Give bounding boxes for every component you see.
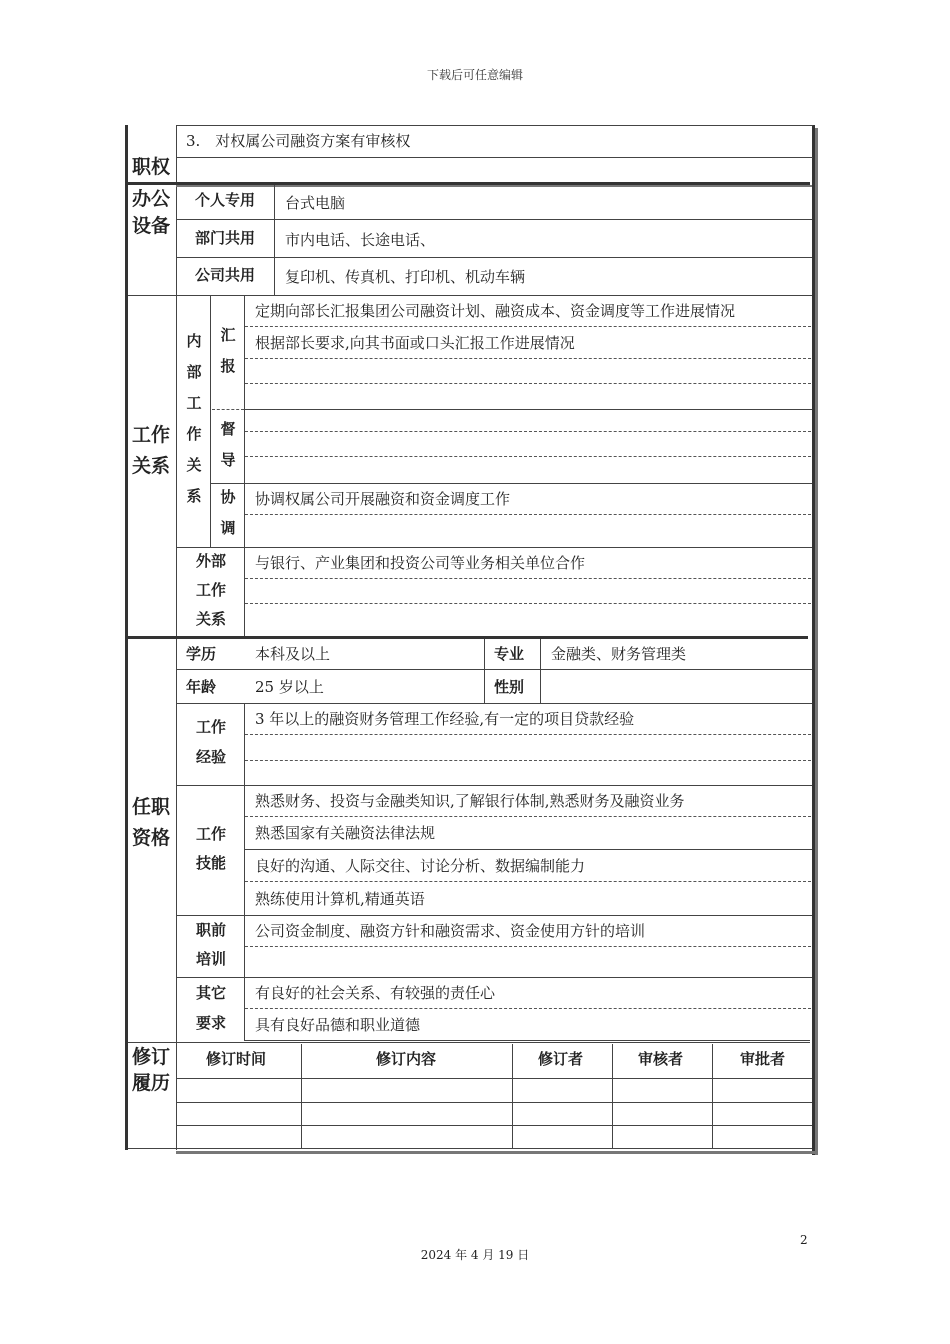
col-approver: 审批者 <box>740 1050 786 1068</box>
label-age: 年龄 <box>186 678 217 696</box>
row-divider <box>176 157 813 158</box>
row-divider <box>176 785 812 786</box>
label-external-2: 工作 <box>195 581 226 599</box>
label-other-2: 要求 <box>195 1014 226 1032</box>
internal-col-divider <box>210 295 211 547</box>
row-divider <box>176 915 812 916</box>
content-col-divider <box>244 703 245 1040</box>
equip-col-divider <box>274 185 275 296</box>
col-revision-time: 修订时间 <box>206 1050 267 1068</box>
external-line-1: 与银行、产业集团和投资公司等业务相关单位合作 <box>255 554 586 572</box>
experience-line-1: 3 年以上的融资财务管理工作经验,有一定的项目贷款经验 <box>255 710 635 728</box>
page-header: 下载后可任意编辑 <box>426 68 523 82</box>
equip-value-personal: 台式电脑 <box>285 194 346 212</box>
authority-item-3: 3. 对权属公司融资方案有审核权 <box>186 132 411 150</box>
dashed-line <box>245 881 811 882</box>
equip-value-dept: 市内电话、长途电话、 <box>285 231 436 249</box>
equip-label-company: 公司共用 <box>194 266 255 284</box>
equip-label-personal: 个人专用 <box>194 191 255 209</box>
row-divider <box>176 257 812 258</box>
report-line-2: 根据部长要求,向其书面或口头汇报工作进展情况 <box>255 334 575 352</box>
label-external-1: 外部 <box>195 552 226 570</box>
dashed-line <box>245 734 811 735</box>
label-experience-1: 工作 <box>195 718 226 736</box>
label-external-3: 关系 <box>195 610 226 628</box>
row-divider <box>244 1040 810 1041</box>
table-bottom-border <box>128 1148 812 1149</box>
skills-line-1: 熟悉财务、投资与金融类知识,了解银行体制,熟悉财务及融资业务 <box>255 792 685 810</box>
dashed-line <box>212 409 244 410</box>
dashed-line <box>245 383 811 384</box>
training-line-1: 公司资金制度、融资方针和融资需求、资金使用方针的培训 <box>255 922 646 940</box>
row-divider <box>176 977 812 978</box>
dashed-line <box>245 514 811 515</box>
equip-label-dept: 部门共用 <box>194 229 255 247</box>
content-col-divider <box>244 295 245 637</box>
value-age: 25 岁以上 <box>255 678 324 696</box>
dashed-line <box>245 816 811 817</box>
coord-line-1: 协调权属公司开展融资和资金调度工作 <box>255 490 511 508</box>
label-other-1: 其它 <box>195 984 226 1002</box>
col-divider <box>540 639 541 703</box>
label-internal-relations: 内部工作关系 <box>186 332 202 505</box>
col-divider <box>484 639 485 703</box>
label-experience-2: 经验 <box>195 748 226 766</box>
section-divider-thick <box>128 636 808 639</box>
section-qualification: 任职资格 <box>131 796 170 849</box>
dashed-line <box>245 760 811 761</box>
label-gender: 性别 <box>494 678 525 696</box>
row-divider <box>244 409 812 410</box>
value-major: 金融类、财务管理类 <box>551 645 687 663</box>
revision-col-divider <box>712 1044 713 1148</box>
col-checker: 审核者 <box>638 1050 684 1068</box>
row-divider <box>210 483 812 484</box>
revision-col-divider <box>512 1044 513 1148</box>
section-authority: 职权 <box>131 156 170 178</box>
table-top-border <box>176 125 813 126</box>
label-education: 学历 <box>186 645 217 663</box>
other-line-2: 具有良好品德和职业道德 <box>255 1016 421 1034</box>
row-divider <box>176 669 812 670</box>
section-relations: 工作关系 <box>131 424 170 477</box>
page-number: 2 <box>800 1233 808 1247</box>
dashed-line <box>245 1008 811 1009</box>
skills-line-4: 熟练使用计算机,精通英语 <box>255 890 425 908</box>
dashed-line <box>245 946 811 947</box>
label-major: 专业 <box>494 645 525 663</box>
section-revision: 修订履历 <box>131 1046 170 1094</box>
section-equipment: 办公设备 <box>131 188 170 237</box>
skills-line-3: 良好的沟通、人际交往、讨论分析、数据编制能力 <box>255 857 586 875</box>
revision-row-divider <box>176 1102 812 1103</box>
revision-row-divider <box>176 1078 812 1079</box>
dashed-line <box>245 326 811 327</box>
label-training-1: 职前 <box>195 921 226 939</box>
dashed-line <box>245 603 811 604</box>
dashed-line <box>245 358 811 359</box>
label-skills-1: 工作 <box>195 825 226 843</box>
table-right-shadow <box>815 128 818 1155</box>
section-divider <box>128 1042 810 1043</box>
row-divider <box>176 547 812 548</box>
revision-col-divider <box>301 1044 302 1148</box>
label-report: 汇报 <box>220 326 236 375</box>
row-divider <box>176 219 812 220</box>
revision-col-divider <box>612 1044 613 1148</box>
report-line-1: 定期向部长汇报集团公司融资计划、融资成本、资金调度等工作进展情况 <box>255 302 736 320</box>
row-divider <box>244 849 812 850</box>
value-education: 本科及以上 <box>255 645 331 663</box>
dashed-line <box>245 456 811 457</box>
dashed-line <box>245 431 811 432</box>
col-reviser: 修订者 <box>538 1050 584 1068</box>
revision-row-divider <box>176 1125 812 1126</box>
label-coordinate: 协调 <box>220 488 236 537</box>
table-bottom-shadow <box>176 1151 818 1154</box>
dashed-line <box>245 578 811 579</box>
label-training-2: 培训 <box>195 950 226 968</box>
section-divider <box>128 295 812 296</box>
other-line-1: 有良好的社会关系、有较强的责任心 <box>255 984 496 1002</box>
page-date: 2024 年 4 月 19 日 <box>420 1248 530 1262</box>
equip-value-company: 复印机、传真机、打印机、机动车辆 <box>285 268 526 286</box>
row-divider <box>176 703 812 704</box>
skills-line-2: 熟悉国家有关融资法律法规 <box>255 824 436 842</box>
label-skills-2: 技能 <box>195 854 226 872</box>
col-revision-content: 修订内容 <box>376 1050 437 1068</box>
label-supervise: 督导 <box>220 420 236 469</box>
